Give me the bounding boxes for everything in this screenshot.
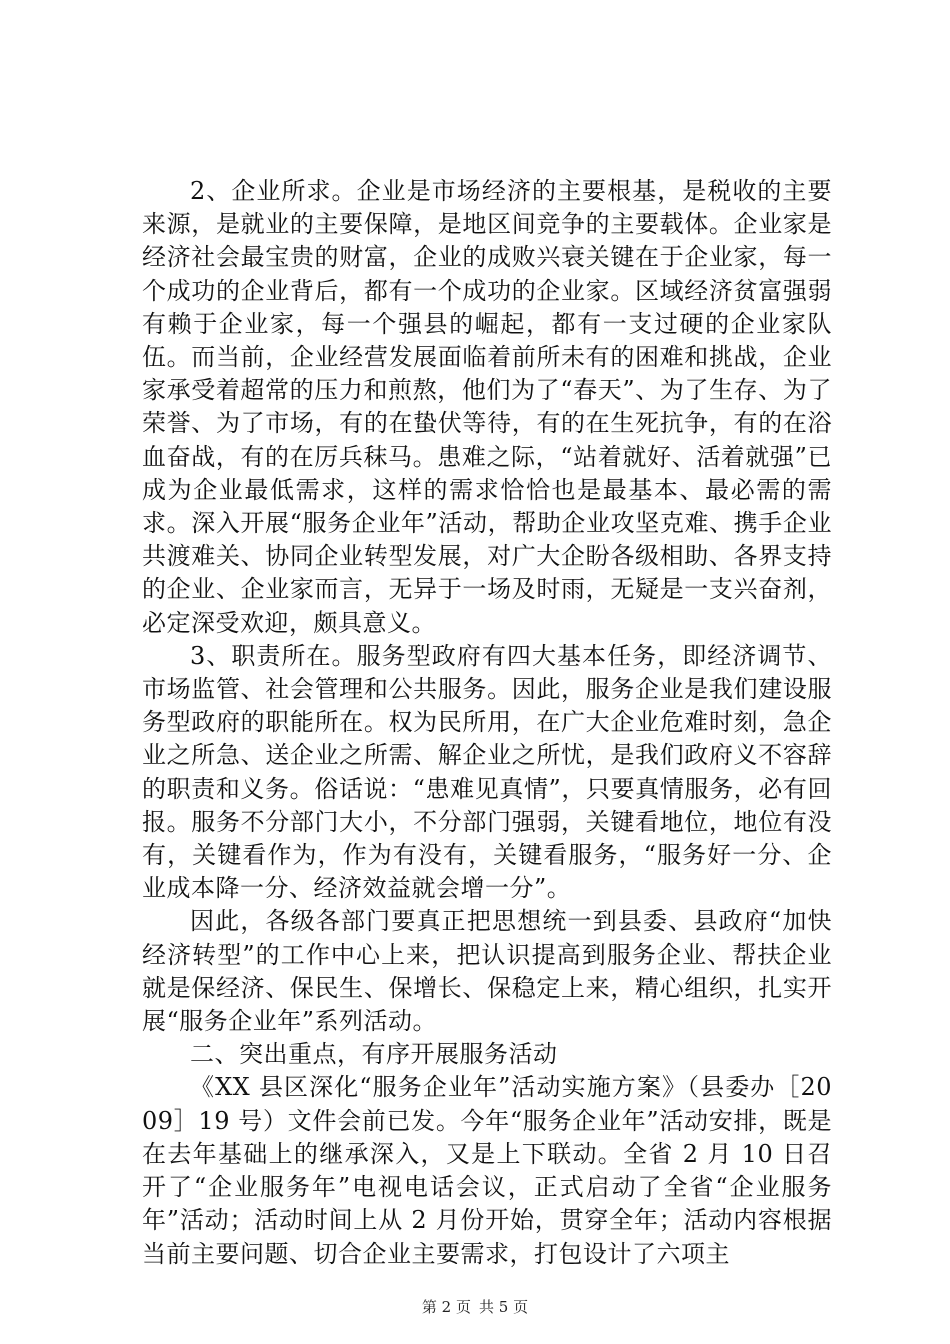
paragraph-plan: 《XX 县区深化“服务企业年”活动实施方案》（县委办［2009］19 号）文件会前已发。今年“服务企业年”活动安排，既是在去年基础上的继承深入，又是上下联动。全省 2 月 10 日召开了“企业服务年”电视电话会议，正式启动了全省“企业服务年”活动；活动时间上从 2 月份开始，贯穿全年；活动内容根据当前主要问题、切合企业主要需求，打包设计了六项主	[142, 1073, 832, 1268]
page-total: 共 5 页	[479, 1298, 529, 1316]
paragraph-therefore: 因此，各级各部门要真正把思想统一到县委、县政府“加快经济转型”的工作中心上来，把认识提高到服务企业、帮扶企业就是保经济、保民生、保增长、保稳定上来，精心组织，扎实开展“服务企业年”系列活动。	[142, 907, 832, 1036]
section-heading: 二、突出重点，有序开展服务活动	[190, 1040, 558, 1069]
paragraph-duty: 3、职责所在。服务型政府有四大基本任务，即经济调节、市场监管、社会管理和公共服务。因此，服务企业是我们建设服务型政府的职能所在。权为民所用，在广大企业危难时刻，急企业之所急、送企业之所需、解企业之所忧，是我们政府义不容辞的职责和义务。俗话说：“患难见真情”，只要真情服务，必有回报。服务不分部门大小，不分部门强弱，关键看地位，地位有没有，关键看作为，作为有没有，关键看服务，“服务好一分、企业成本降一分、经济效益就会增一分”。	[142, 641, 832, 903]
document-body	[142, 175, 832, 1271]
page-number: 第 2 页	[421, 1298, 471, 1316]
paragraph-enterprise-needs: 2、企业所求。企业是市场经济的主要根基，是税收的主要来源，是就业的主要保障，是地区间竞争的主要载体。企业家是经济社会最宝贵的财富，企业的成败兴衰关键在于企业家，每一个成功的企业背后，都有一个成功的企业家。区域经济贫富强弱有赖于企业家，每一个强县的崛起，都有一支过硬的企业家队伍。而当前，企业经营发展面临着前所未有的困难和挑战，企业家承受着超常的压力和煎熬，他们为了“春天”、为了生存、为了荣誉、为了市场，有的在蛰伏等待，有的在生死抗争，有的在浴血奋战，有的在厉兵秣马。患难之际，“站着就好、活着就强”已成为企业最低需求，这样的需求恰恰也是最基本、最必需的需求。深入开展“服务企业年”活动，帮助企业攻坚克难、携手企业共渡难关、协同企业转型发展，对广大企盼各级相助、各界支持的企业、企业家而言，无异于一场及时雨，无疑是一支兴奋剂，必定深受欢迎，颇具意义。	[142, 177, 832, 637]
page-footer	[0, 1297, 950, 1317]
